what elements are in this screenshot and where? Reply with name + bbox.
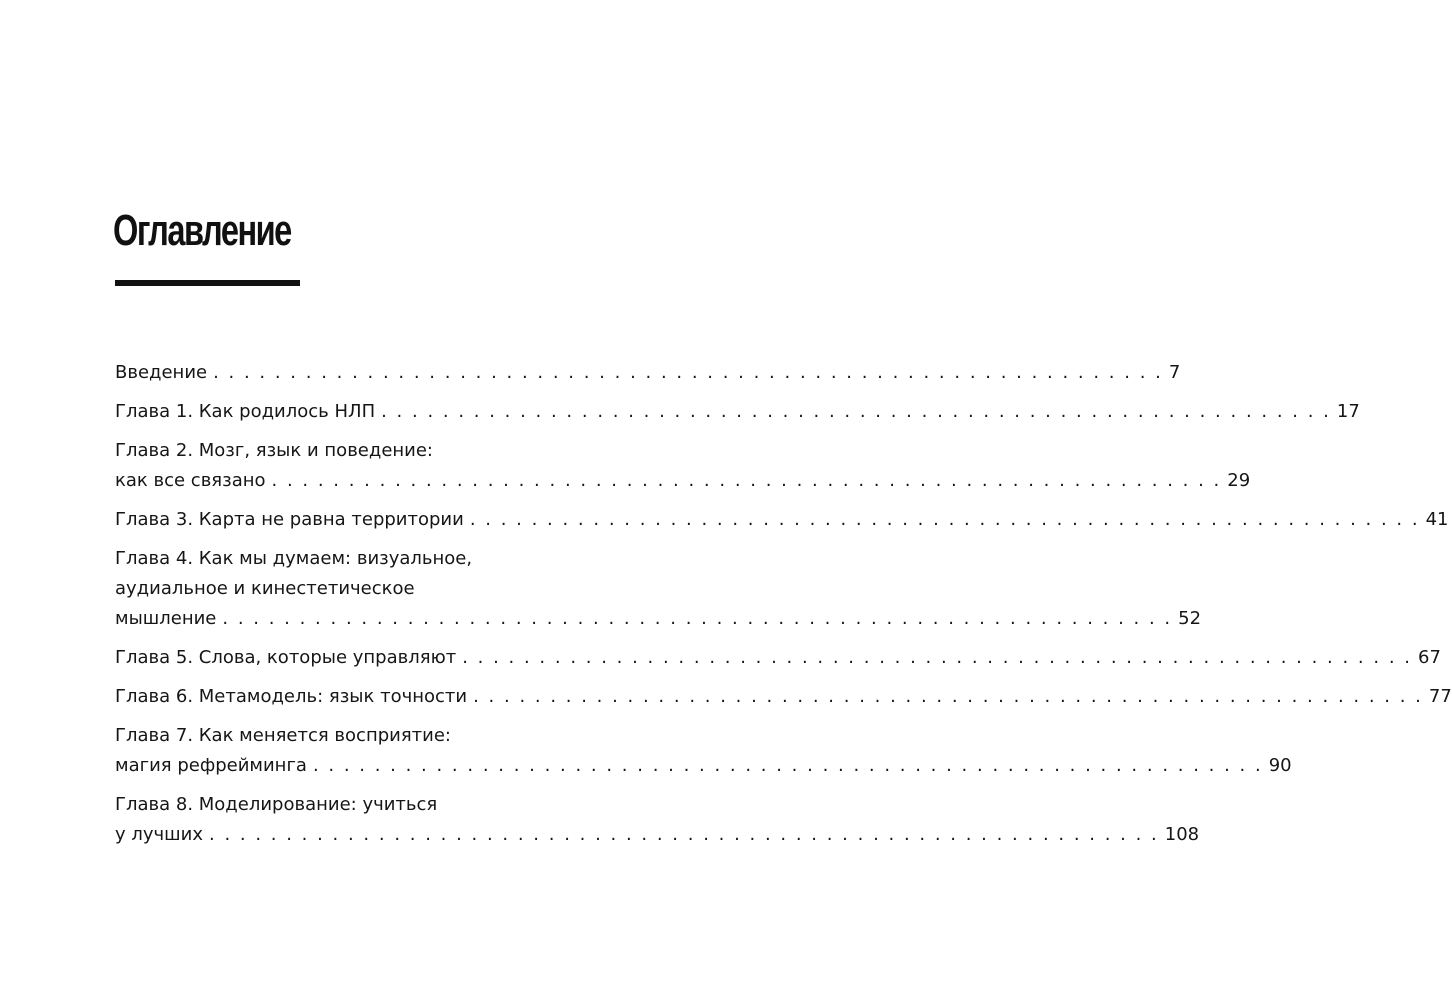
toc-entry-title: Глава 3. Карта не равна территории	[115, 509, 464, 530]
toc-page-number: 77	[1428, 686, 1452, 707]
toc-entry-chapter-7[interactable]	[115, 721, 1292, 781]
toc-page-number: 7	[1168, 362, 1181, 383]
toc-entry-chapter-2[interactable]	[115, 436, 1251, 496]
title-underline	[115, 280, 300, 286]
toc-entry-title-line: Глава 4. Как мы думаем: визуальное,	[115, 548, 473, 569]
toc-entry-title-line: аудиальное и кинестетическое	[115, 578, 415, 599]
toc-entry-title: как все связано	[115, 470, 266, 491]
toc-entry-chapter-6[interactable]	[115, 682, 1452, 712]
toc-entry-title: Глава 1. Как родилось НЛП	[115, 401, 376, 422]
toc-entry-title: Глава 5. Слова, которые управляют	[115, 647, 457, 668]
toc-page-number: 90	[1268, 755, 1292, 776]
toc-page-number: 52	[1178, 608, 1202, 629]
toc-entry-title: Глава 6. Метамодель: язык точности	[115, 686, 468, 707]
toc-page-number: 67	[1418, 647, 1441, 668]
dot-leader: . . . . . . . . . . . . . . . . . . . . . . . . . . . . . . . . . . . . . . . . . . . . . . . . . . . . . . . . . . . . . .	[473, 686, 1423, 707]
dot-leader: . . . . . . . . . . . . . . . . . . . . . . . . . . . . . . . . . . . . . . . . . . . . . . . . . . . . . . . . . . . . . .	[462, 647, 1412, 668]
toc-entry-title-line: Глава 7. Как меняется восприятие:	[115, 725, 451, 746]
toc-page-number: 108	[1164, 824, 1200, 845]
toc-entry-chapter-5[interactable]	[115, 643, 1441, 673]
dot-leader: . . . . . . . . . . . . . . . . . . . . . . . . . . . . . . . . . . . . . . . . . . . . . . . . . . . . . . . . . . . . . .	[222, 608, 1173, 629]
toc-entry-chapter-8[interactable]	[115, 790, 1200, 850]
dot-leader: . . . . . . . . . . . . . . . . . . . . . . . . . . . . . . . . . . . . . . . . . . . . . . . . . . . . . . . . . . . . . .	[312, 755, 1263, 776]
toc-entry-chapter-3[interactable]	[115, 505, 1449, 535]
dot-leader: . . . . . . . . . . . . . . . . . . . . . . . . . . . . . . . . . . . . . . . . . . . . . . . . . . . . . . . . . . . . . .	[209, 824, 1159, 845]
toc-page-number: 41	[1425, 509, 1449, 530]
page-title: Оглавление	[113, 206, 291, 255]
toc-entry-title-line: Глава 2. Мозг, язык и поведение:	[115, 440, 433, 461]
toc-entry-chapter-1[interactable]	[115, 397, 1360, 427]
toc-page-number: 29	[1227, 470, 1251, 491]
toc-entry-title: мышление	[115, 608, 217, 629]
dot-leader: . . . . . . . . . . . . . . . . . . . . . . . . . . . . . . . . . . . . . . . . . . . . . . . . . . . . . . . . . . . . . .	[381, 401, 1331, 422]
toc-entry-title: Введение	[115, 362, 208, 383]
toc-entry-title: магия рефрейминга	[115, 755, 307, 776]
dot-leader: . . . . . . . . . . . . . . . . . . . . . . . . . . . . . . . . . . . . . . . . . . . . . . . . . . . . . . . . . . . . . .	[213, 362, 1163, 383]
toc-entry-title-line: Глава 8. Моделирование: учиться	[115, 794, 438, 815]
dot-leader: . . . . . . . . . . . . . . . . . . . . . . . . . . . . . . . . . . . . . . . . . . . . . . . . . . . . . . . . . . . . . .	[469, 509, 1420, 530]
table-of-contents	[115, 358, 1452, 859]
toc-entry-title: у лучших	[115, 824, 203, 845]
toc-entry-introduction[interactable]	[115, 358, 1181, 388]
toc-page-number: 17	[1336, 401, 1360, 422]
toc-entry-chapter-4[interactable]	[115, 544, 1202, 634]
dot-leader: . . . . . . . . . . . . . . . . . . . . . . . . . . . . . . . . . . . . . . . . . . . . . . . . . . . . . . . . . . . . . .	[271, 470, 1222, 491]
